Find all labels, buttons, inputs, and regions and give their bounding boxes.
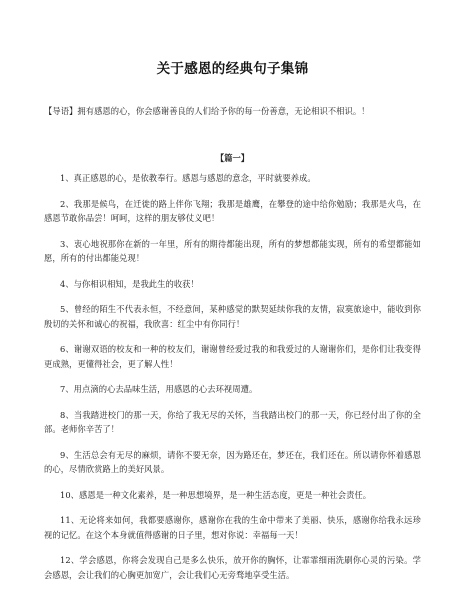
list-item: 9、生活总会有无尽的麻烦，请你不要无奈，因为路还在，梦还在，我们还在。所以请你怀着感恩的心，尽情欣赏路上的美好风景。 xyxy=(44,449,421,474)
list-item: 10、感恩是一种文化素养，是一种思想境界，是一种生活态度，更是一种社会责任。 xyxy=(60,489,372,500)
quote-list xyxy=(44,171,421,593)
list-item: 5、曾经的陌生不代表永恒，不经意间，某种感觉的默契延续你我的友情，寂寞旅途中，能收到你殷切的关怀和诚心的祝福，我欣喜：红尘中有你同行！ xyxy=(44,304,421,329)
list-item: 2、我那是候鸟，在迁徙的路上伴你飞翔；我那是雄鹰，在攀登的途中给你勉励；我那是火鸟，在感恩节敢你品尝！呵呵，这样的朋友够仗义吧！ xyxy=(44,198,421,223)
document-title: 关于感恩的经典句子集锦 xyxy=(156,61,309,77)
intro-paragraph: 【导语】拥有感恩的心，你会感谢善良的人们给予你的每一份善意，无论相识不相识。！ xyxy=(44,106,370,116)
section-title: 【篇一】 xyxy=(215,153,250,163)
list-item: 8、当我踏进校门的那一天，你给了我无尽的关怀，当我踏出校门的那一天，你已经付出了你的全部。老师你辛苦了！ xyxy=(44,409,421,434)
list-item: 4、与你相识相知，是我此生的收获！ xyxy=(60,278,199,289)
list-item: 11、无论将来如何，我都要感谢你，感谢你在我的生命中带来了美丽、快乐，感谢你给我永远珍视的记忆。在这个本身就值得感谢的日子里，想对你说：幸福每一天！ xyxy=(44,515,421,540)
list-item: 1、真正感恩的心，是依教奉行。感恩与感恩的意念，平时就要养成。 xyxy=(60,173,316,183)
list-item: 12、学会感恩，你将会发现自己是多么快乐，放开你的胸怀，让霏霏细雨洗刷你心灵的污染。学会感恩，会让我们的心胸更加宽广，会让我们心无旁骛地享受生活。 xyxy=(44,555,421,580)
list-item: 3、衷心地祝那你在新的一年里，所有的期待都能出现，所有的梦想都能实现，所有的希望都能如愿，所有的付出都能兑现！ xyxy=(44,238,421,263)
list-item: 7、用点滴的心去品味生活，用感恩的心去环视周遭。 xyxy=(60,384,258,394)
list-item: 6、谢谢双语的校友和一种的校友们，谢谢曾经爱过我的和我爱过的人谢谢你们，是你们让我变得更成熟，更懂得社会，更了解人性！ xyxy=(44,344,421,369)
